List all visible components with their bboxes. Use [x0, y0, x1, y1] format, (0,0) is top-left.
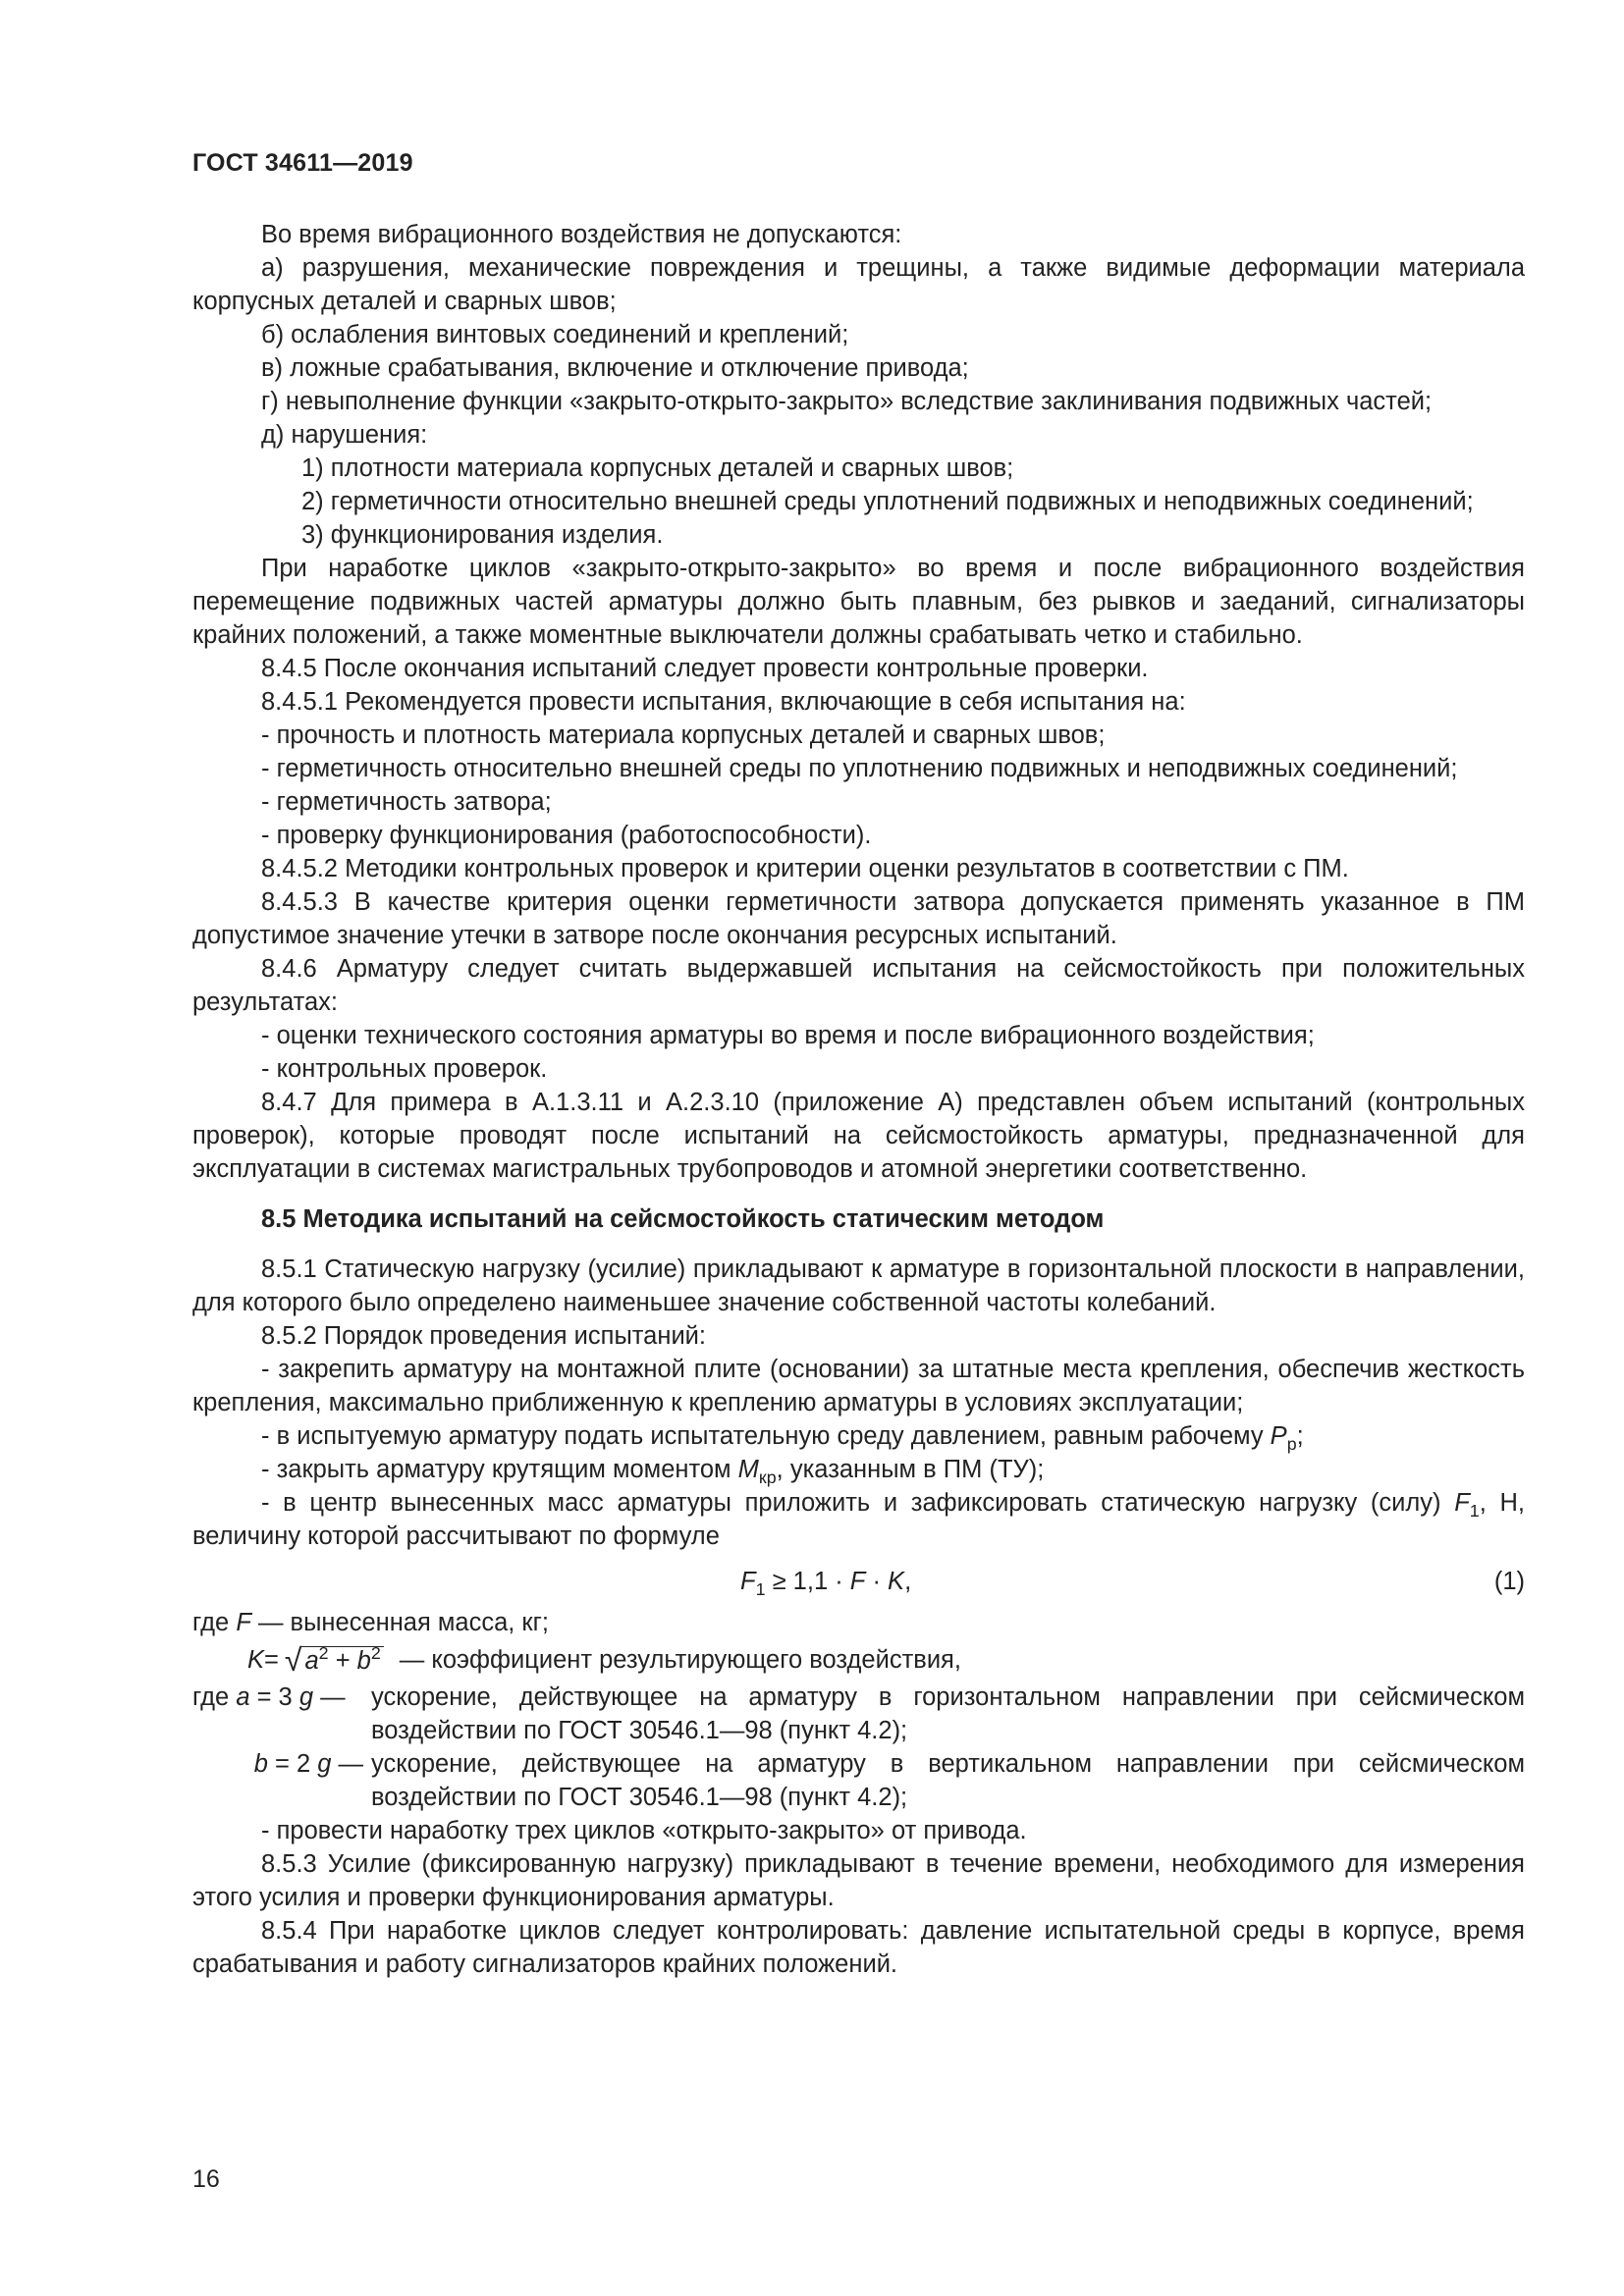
k-definition: K = √ $a^2 + b^2$ — коэффициент результирующего воздействия,	[247, 1642, 961, 1678]
list-item: - в центр вынесенных масс арматуры приложить и зафиксировать статическую нагрузку (силу) $F_1$, Н, величину которой рассчитывают по формуле	[192, 1489, 1525, 1550]
b-definition: b = 2 g — ускорение, действующее на арматуру в вертикальном направлении при сейсмическом воздействии по ГОСТ 30546.1—98 (пункт 4.2);	[253, 1750, 1525, 1811]
list-item: в) ложные срабатывания, включение и отключение привода;	[261, 354, 969, 382]
clause-8-4-5-3: 8.4.5.3 В качестве критерия оценки герметичности затвора допускается применять указанное в ПМ допустимое значение утечки в затворе после окончания ресурсных испытаний.	[192, 888, 1525, 949]
clause-8-4-5-1: 8.4.5.1 Рекомендуется провести испытания, включающие в себя испытания на:	[261, 688, 1186, 716]
clause-8-4-5: 8.4.5 После окончания испытаний следует провести контрольные проверки.	[261, 655, 1149, 682]
sub-list-item: 1) плотности материала корпусных деталей и сварных швов;	[301, 454, 1014, 482]
list-item: д) нарушения:	[261, 421, 428, 449]
formula-number: (1)	[1493, 1568, 1525, 1595]
sqrt-expression: √ $a^2 + b^2$	[285, 1644, 384, 1676]
document-header: ГОСТ 34611—2019	[192, 149, 413, 177]
list-item: - проверку функционирования (работоспособности).	[261, 822, 872, 849]
list-item: - провести наработку трех циклов «открыто-закрыто» от привода.	[261, 1817, 1027, 1844]
paragraph: Во время вибрационного воздействия не допускаются:	[261, 221, 902, 248]
list-item: - закрепить арматуру на монтажной плите (основании) за штатные места крепления, обеспечив жесткость крепления, максимально приближенную к креплению арматуры в условиях эксплуатации;	[192, 1356, 1525, 1416]
formula-expression: $F_1 \ge 1,1 \cdot F \cdot K$,	[740, 1568, 912, 1600]
sub-list-item: 3) функционирования изделия.	[301, 521, 664, 549]
list-item: - прочность и плотность материала корпусных деталей и сварных швов;	[261, 721, 1106, 749]
list-item: а) разрушения, механические повреждения и трещины, а также видимые деформации материала корпусных деталей и сварных швов;	[192, 254, 1525, 315]
list-item: - герметичность относительно внешней среды по уплотнению подвижных и неподвижных соединений;	[261, 755, 1458, 782]
list-item: б) ослабления винтовых соединений и креплений;	[261, 321, 849, 348]
list-item: - закрыть арматуру крутящим моментом $M_{кр}$, указанным в ПМ (ТУ);	[261, 1456, 1045, 1488]
list-item: - контрольных проверок.	[261, 1055, 548, 1083]
sub-list-item: 2) герметичности относительно внешней среды уплотнений подвижных и неподвижных соединений;	[301, 488, 1474, 515]
clause-8-5-2: 8.5.2 Порядок проведения испытаний:	[261, 1322, 707, 1350]
clause-8-5-4: 8.5.4 При наработке циклов следует контролировать: давление испытательной среды в корпусе, время срабатывания и работу сигнализаторов крайних положений.	[192, 1917, 1525, 1978]
clause-8-5-1: 8.5.1 Статическую нагрузку (усилие) прикладывают к арматуре в горизонтальной плоскости в направлении, для которого было определено наименьшее значение собственной частоты колебаний.	[192, 1255, 1525, 1316]
where-f: где F — вынесенная масса, кг;	[192, 1609, 549, 1636]
formula-1	[192, 1559, 1525, 1606]
paragraph: При наработке циклов «закрыто-открыто-закрыто» во время и после вибрационного воздействия перемещение подвижных частей арматуры должно быть плавным, без рывков и заеданий, сигнализаторы крайних положений, а также моментные выключатели должны срабатывать четко и стабильно.	[192, 555, 1525, 649]
page-body	[192, 218, 1525, 1981]
clause-8-5-3: 8.5.3 Усилие (фиксированную нагрузку) прикладывают в течение времени, необходимого для измерения этого усилия и проверки функционирования арматуры.	[192, 1850, 1525, 1911]
section-heading-8-5: 8.5 Методика испытаний на сейсмостойкость статическим методом	[261, 1205, 1105, 1233]
list-item: - оценки технического состояния арматуры во время и после вибрационного воздействия;	[261, 1022, 1315, 1049]
clause-8-4-6: 8.4.6 Арматуру следует считать выдержавшей испытания на сейсмостойкость при положительных результатах:	[192, 955, 1525, 1016]
clause-8-4-7: 8.4.7 Для примера в А.1.3.11 и А.2.3.10 (приложение А) представлен объем испытаний (контрольных проверок), которые проводят после испытаний на сейсмостойкость арматуры, предназначенной для эксплуатации в системах магистральных трубопроводов и атомной энергетики соответственно.	[192, 1089, 1525, 1183]
list-item: - герметичность затвора;	[261, 788, 552, 816]
list-item: г) невыполнение функции «закрыто-открыто-закрыто» вследствие заклинивания подвижных частей;	[261, 388, 1433, 415]
page-number: 16	[192, 2165, 220, 2193]
list-item: - в испытуемую арматуру подать испытательную среду давлением, равным рабочему $P_р$;	[261, 1422, 1304, 1455]
a-definition: где a = 3 g — ускорение, действующее на арматуру в горизонтальном направлении при сейсмическом воздействии по ГОСТ 30546.1—98 (пункт 4.2);	[192, 1683, 1525, 1744]
clause-8-4-5-2: 8.4.5.2 Методики контрольных проверок и критерии оценки результатов в соответствии с ПМ.	[261, 855, 1349, 882]
